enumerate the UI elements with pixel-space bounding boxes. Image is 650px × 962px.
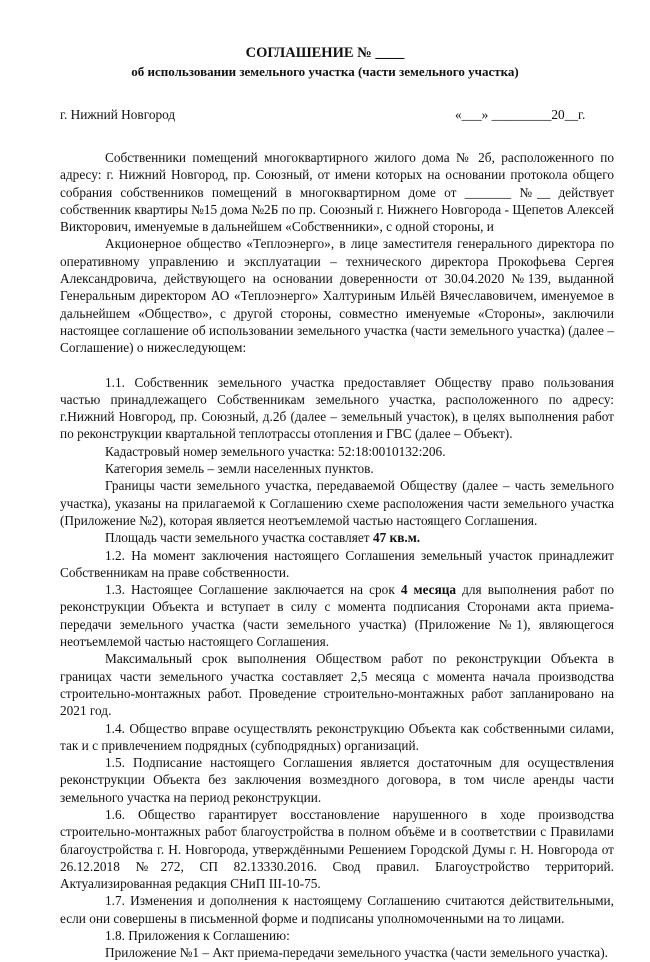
clause-1-6: 1.6. Общество гарантирует восстановление нарушенного в ходе производства строительно-монтажных работ благоустройства в полном объёме и в соответствии с Правилами благоустройства г. Н. Новгорода, утверждёнными Решением Городской Думы г. Н. Новгорода от 26.12.2018 №272, СП 82.13330.2016. Свод правил. Благоустройство территорий. Актуализированная редакция СНиП III-10-75. <box>60 806 614 892</box>
date-field: «___» _________20__г. <box>455 107 586 122</box>
city-name: г. Нижний Новгород <box>60 107 176 122</box>
max-term-paragraph: Максимальный срок выполнения Обществом работ по реконструкции Объекта в границах части земельного участка составляет 2,5 месяца с момента начала производства строительно-монтажных работ. Проведение строительно-монтажных работ запланировано на 2021 год. <box>60 651 614 719</box>
land-category: Категория земель – земли населенных пунктов. <box>105 461 374 477</box>
agreement-body <box>60 149 614 962</box>
land-borders-paragraph: Границы части земельного участка, передаваемой Обществу (далее – часть земельного участка), указаны на прилагаемой к Соглашению схеме расположения части земельного участка (Приложение №2), которая является неотъемлемой частью настоящего Соглашения. <box>60 478 614 528</box>
clause-1-4: 1.4. Общество вправе осуществлять реконструкцию Объекта как собственными силами, так и с привлечением подрядных (субподрядных) организаций. <box>60 720 614 753</box>
clause-1-2: 1.2. На момент заключения настоящего Соглашения земельный участок принадлежит Собственникам на праве собственности. <box>60 547 614 580</box>
clause-1-5: 1.5. Подписание настоящего Соглашения является достаточным для осуществления реконструкции Объекта без заключения возмездного договора, в том числе аренды части земельного участка на период реконструкции. <box>60 755 614 805</box>
clause-1-3-suffix: для выполнения работ по реконструкции Объекта и вступает в силу с момента подписания Сторонами акта приема-передачи земельного участка (части земельного участка) (Приложение №1), являющегося неотъемлемой частью настоящего Соглашения. <box>60 582 614 650</box>
clause-1-3 <box>60 581 614 650</box>
clause-1-7: 1.7. Изменения и дополнения к настоящему Соглашению считаются действительными, если они совершены в письменной форме и подписаны уполномоченными на то лицами. <box>60 893 614 926</box>
agreement-title: СОГЛАШЕНИЕ № ____ <box>245 45 405 61</box>
parties-company-paragraph: Акционерное общество «Теплоэнерго», в лице заместителя генерального директора по оперативному управлению и эксплуатации – технического директора Прокофьева Сергея Александровича, действующего на основании доверенности от 30.04.2020 №139, выданной Генеральным директором АО «Теплоэнерго» Халтуриным Ильёй Вячеславовичем, именуемое в дальнейшем «Общество», с другой стороны, совместно именуемые «Стороны», заключили настоящее соглашение об использовании земельного участка (части земельного участка) (далее – Соглашение) о нижеследующем: <box>60 236 614 356</box>
clause-1-3-term: 4 месяца <box>400 582 457 598</box>
clause-1-8: 1.8. Приложения к Соглашению: <box>105 928 290 944</box>
parties-owners-paragraph: Собственники помещений многоквартирного жилого дома № 2б, расположенного по адресу: г. Нижний Новгород, пр. Союзный, от имени которых на основании протокола общего собрания собственников помещений в многоквартирном доме от _______ №__ действует собственник квартиры №15 дома №2Б по пр. Союзный г. Нижнего Новгорода - Щепетов Алексей Викторович, именуемые в дальнейшем «Собственники», с одной стороны, и <box>60 150 614 235</box>
clause-1-1: 1.1. Собственник земельного участка предоставляет Обществу право пользования частью принадлежащего Собственникам земельного участка, расположенного по адресу: г.Нижний Новгород, пр. Союзный, д.2б (далее – земельный участок), в целях выполнения работ по реконструкции квартальной теплотрассы отопления и ГВС (далее – Объект). <box>60 374 614 442</box>
land-area-label: Площадь части земельного участка составляет <box>105 530 373 546</box>
clause-1-3-prefix: 1.3. Настоящее Соглашение заключается на срок <box>105 582 401 598</box>
agreement-subtitle: об использовании земельного участка (части земельного участка) <box>131 64 519 79</box>
land-area-value: 47 кв.м. <box>372 530 421 546</box>
cadastral-number: Кадастровый номер земельного участка: 52:18:0010132:206. <box>105 443 446 459</box>
land-area-paragraph <box>60 529 614 546</box>
appendix-1: Приложение №1 – Акт приема-передачи земельного участка (части земельного участка). <box>105 945 608 961</box>
